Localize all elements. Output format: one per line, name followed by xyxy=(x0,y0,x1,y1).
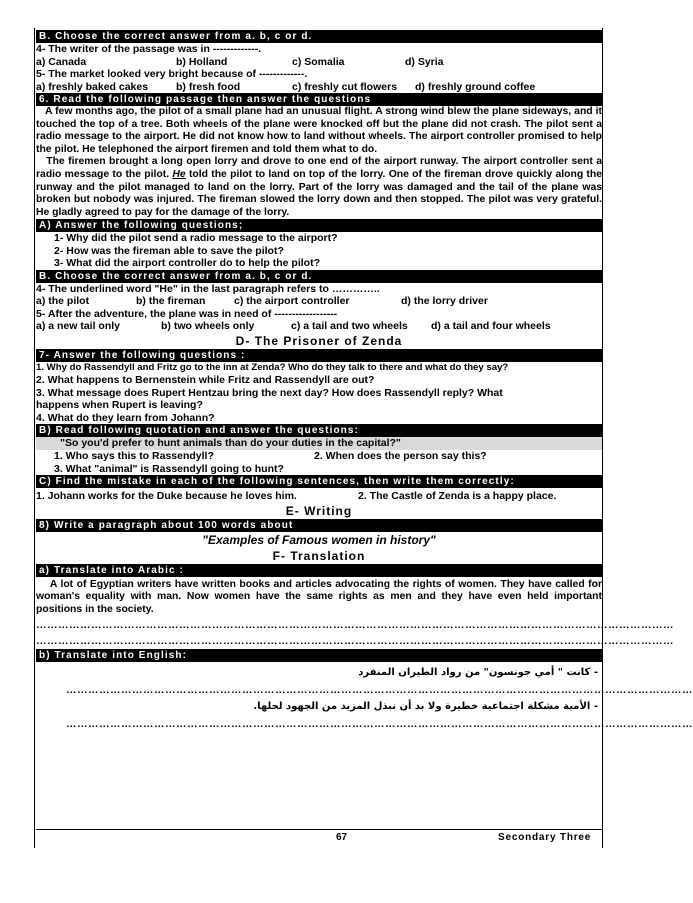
b1-q5-options xyxy=(36,81,602,94)
d-question-1: 1. Why do Rassendyll and Fritz go to the inn at Zenda? Who do they talk to there and what do they say? xyxy=(36,361,509,373)
mistake-sentence-1: 1. Johann works for the Duke because he loves him. xyxy=(36,490,297,503)
arabic-sentence-2: - الأمية مشكلة اجتماعية خطيرة ولا بد أن نبذل المزيد من الجهود لحلها. xyxy=(253,700,598,712)
option-a: a) Canada xyxy=(36,55,87,68)
option-b: b) Holland xyxy=(176,55,228,68)
translate-arabic-header: a) Translate into Arabic : xyxy=(36,564,602,577)
option-a: a) freshly baked cakes xyxy=(36,80,149,93)
writing-header: 8) Write a paragraph about 100 words about xyxy=(36,519,602,532)
option-c: c) Somalia xyxy=(292,55,345,68)
passage-text-1: A few months ago, the pilot of a small plane had an unusual flight. A strong wind blew the plane sideways, and it touched the top of a tree. Both wheels of the plane were knocked off but the plane did not crash. The pilot sent a radio message to the airport. He did not know how to land without wheels. The airport controller promised to help the pilot. He telephoned the airport firemen and told them what to do. xyxy=(36,106,602,155)
section-e-title: E- Writing xyxy=(285,503,353,518)
passage-text-2b: told the pilot to land on top of the lorry. One of the fireman drove quickly along the runway and the pilot managed to land on the lorry. Part of the lorry was damaged and the tail of the plane was broken but nobody was injured. The fireman slowed the lorry down and then stopped. The pilot was very grateful. He gladly agreed to pay for the damage of the lorry. xyxy=(36,168,603,218)
b2-q4-options xyxy=(36,295,602,308)
section-a-header: A) Answer the following questions; xyxy=(36,219,602,232)
quote-question-3: 3. What "animal" is Rassendyll going to hunt? xyxy=(54,462,284,475)
option-d: d) a tail and four wheels xyxy=(431,320,551,333)
quote-question-2: 2. When does the person say this? xyxy=(314,450,487,463)
answer-line-4[interactable]: ……………………………………………………………………………………………………………………………………………………… xyxy=(66,717,693,730)
b2-q5-options xyxy=(36,320,602,333)
passage-paragraph-1 xyxy=(36,106,602,156)
option-c: c) freshly cut flowers xyxy=(292,80,398,93)
mistake-sentence-2: 2. The Castle of Zenda is a happy place. xyxy=(358,490,557,503)
passage-paragraph-2 xyxy=(36,156,602,219)
section-6-header: 6. Read the following passage then answer the questions xyxy=(36,93,602,106)
b2-question-4: 4- The underlined word "He" in the last paragraph refers to ………….. xyxy=(36,282,380,295)
option-d: d) the lorry driver xyxy=(401,295,488,308)
option-b: b) two wheels only xyxy=(161,320,255,333)
translate-text: A lot of Egyptian writers have written books and articles advocating the rights of women. They have called for woman's equality with man. Now women have the same rights as men and they have even held important positions in the society. xyxy=(36,578,602,616)
option-b: b) the fireman xyxy=(136,295,206,308)
option-b: b) fresh food xyxy=(176,80,241,93)
d-question-4: 4. What do they learn from Johann? xyxy=(36,411,215,424)
d-question-3b: happens when Rupert is leaving? xyxy=(36,399,203,412)
section-d-title: D- The Prisoner of Zenda xyxy=(235,333,403,348)
page-content xyxy=(36,30,693,730)
translate-paragraph xyxy=(36,579,602,617)
option-d: d) Syria xyxy=(405,55,444,68)
answer-line-1[interactable]: ………………………………………………………………………………………………………………………………………………………… xyxy=(36,618,674,631)
b1-question-5: 5- The market looked very bright because of -------------. xyxy=(36,68,308,80)
option-c: c) the airport controller xyxy=(234,295,350,308)
arabic-sentence-1: - كانت " أمي جونسون" من رواد الطيران المنفرد xyxy=(358,666,598,678)
answer-line-2[interactable]: ………………………………………………………………………………………………………………………………………………………… xyxy=(36,634,674,647)
option-a: a) the pilot xyxy=(36,295,90,308)
page-number: 67 xyxy=(336,832,348,843)
section-f-title: F- Translation xyxy=(272,548,366,563)
section-b1-header: B. Choose the correct answer from a. b, c or d. xyxy=(36,30,602,43)
a-question-2: 2- How was the fireman able to save the pilot? xyxy=(54,244,284,257)
quotation-text: "So you'd prefer to hunt animals than do your duties in the capital?" xyxy=(36,437,602,450)
mistake-header: C) Find the mistake in each of the following sentences, then write them correctly: xyxy=(36,475,602,488)
series-label: Secondary Three xyxy=(498,832,592,843)
a-question-3: 3- What did the airport controller do to help the pilot? xyxy=(54,257,320,270)
underlined-he: He xyxy=(172,168,186,180)
translate-english-header: b) Translate into English: xyxy=(36,649,602,662)
page-footer xyxy=(36,829,602,845)
option-c: c) a tail and two wheels xyxy=(291,320,408,333)
d-question-2: 2. What happens to Bernenstein while Fritz and Rassendyll are out? xyxy=(36,374,375,387)
d-question-3a: 3. What message does Rupert Hentzau bring the next day? How does Rassendyll reply? What xyxy=(36,386,503,399)
mistake-sentences xyxy=(36,490,602,503)
writing-topic: "Examples of Famous women in history" xyxy=(202,532,436,547)
b2-question-5: 5- After the adventure, the plane was in need of ------------------ xyxy=(36,307,338,320)
b1-q4-options xyxy=(36,56,602,69)
section-b2-header: B. Choose the correct answer from a. b, c or d. xyxy=(36,270,602,283)
passage-text-2a: The firemen brought a long open lorry and drove to one end of the airport runway. The airport controller sent a radio message to the pilot. xyxy=(36,156,602,180)
answer-line-3[interactable]: ……………………………………………………………………………………………………………………………………………………… xyxy=(66,683,693,696)
a-question-1: 1- Why did the pilot send a radio message to the airport? xyxy=(54,232,338,245)
b1-question-4: 4- The writer of the passage was in -------------. xyxy=(36,43,262,55)
option-d: d) freshly ground coffee xyxy=(415,80,536,93)
section-7-header: 7- Answer the following questions : xyxy=(36,349,602,362)
quotation-questions-row xyxy=(36,450,602,463)
quotation-header: B) Read following quotation and answer the questions: xyxy=(36,424,602,437)
option-a: a) a new tail only xyxy=(36,320,121,333)
quote-question-1: 1. Who says this to Rassendyll? xyxy=(54,450,214,463)
